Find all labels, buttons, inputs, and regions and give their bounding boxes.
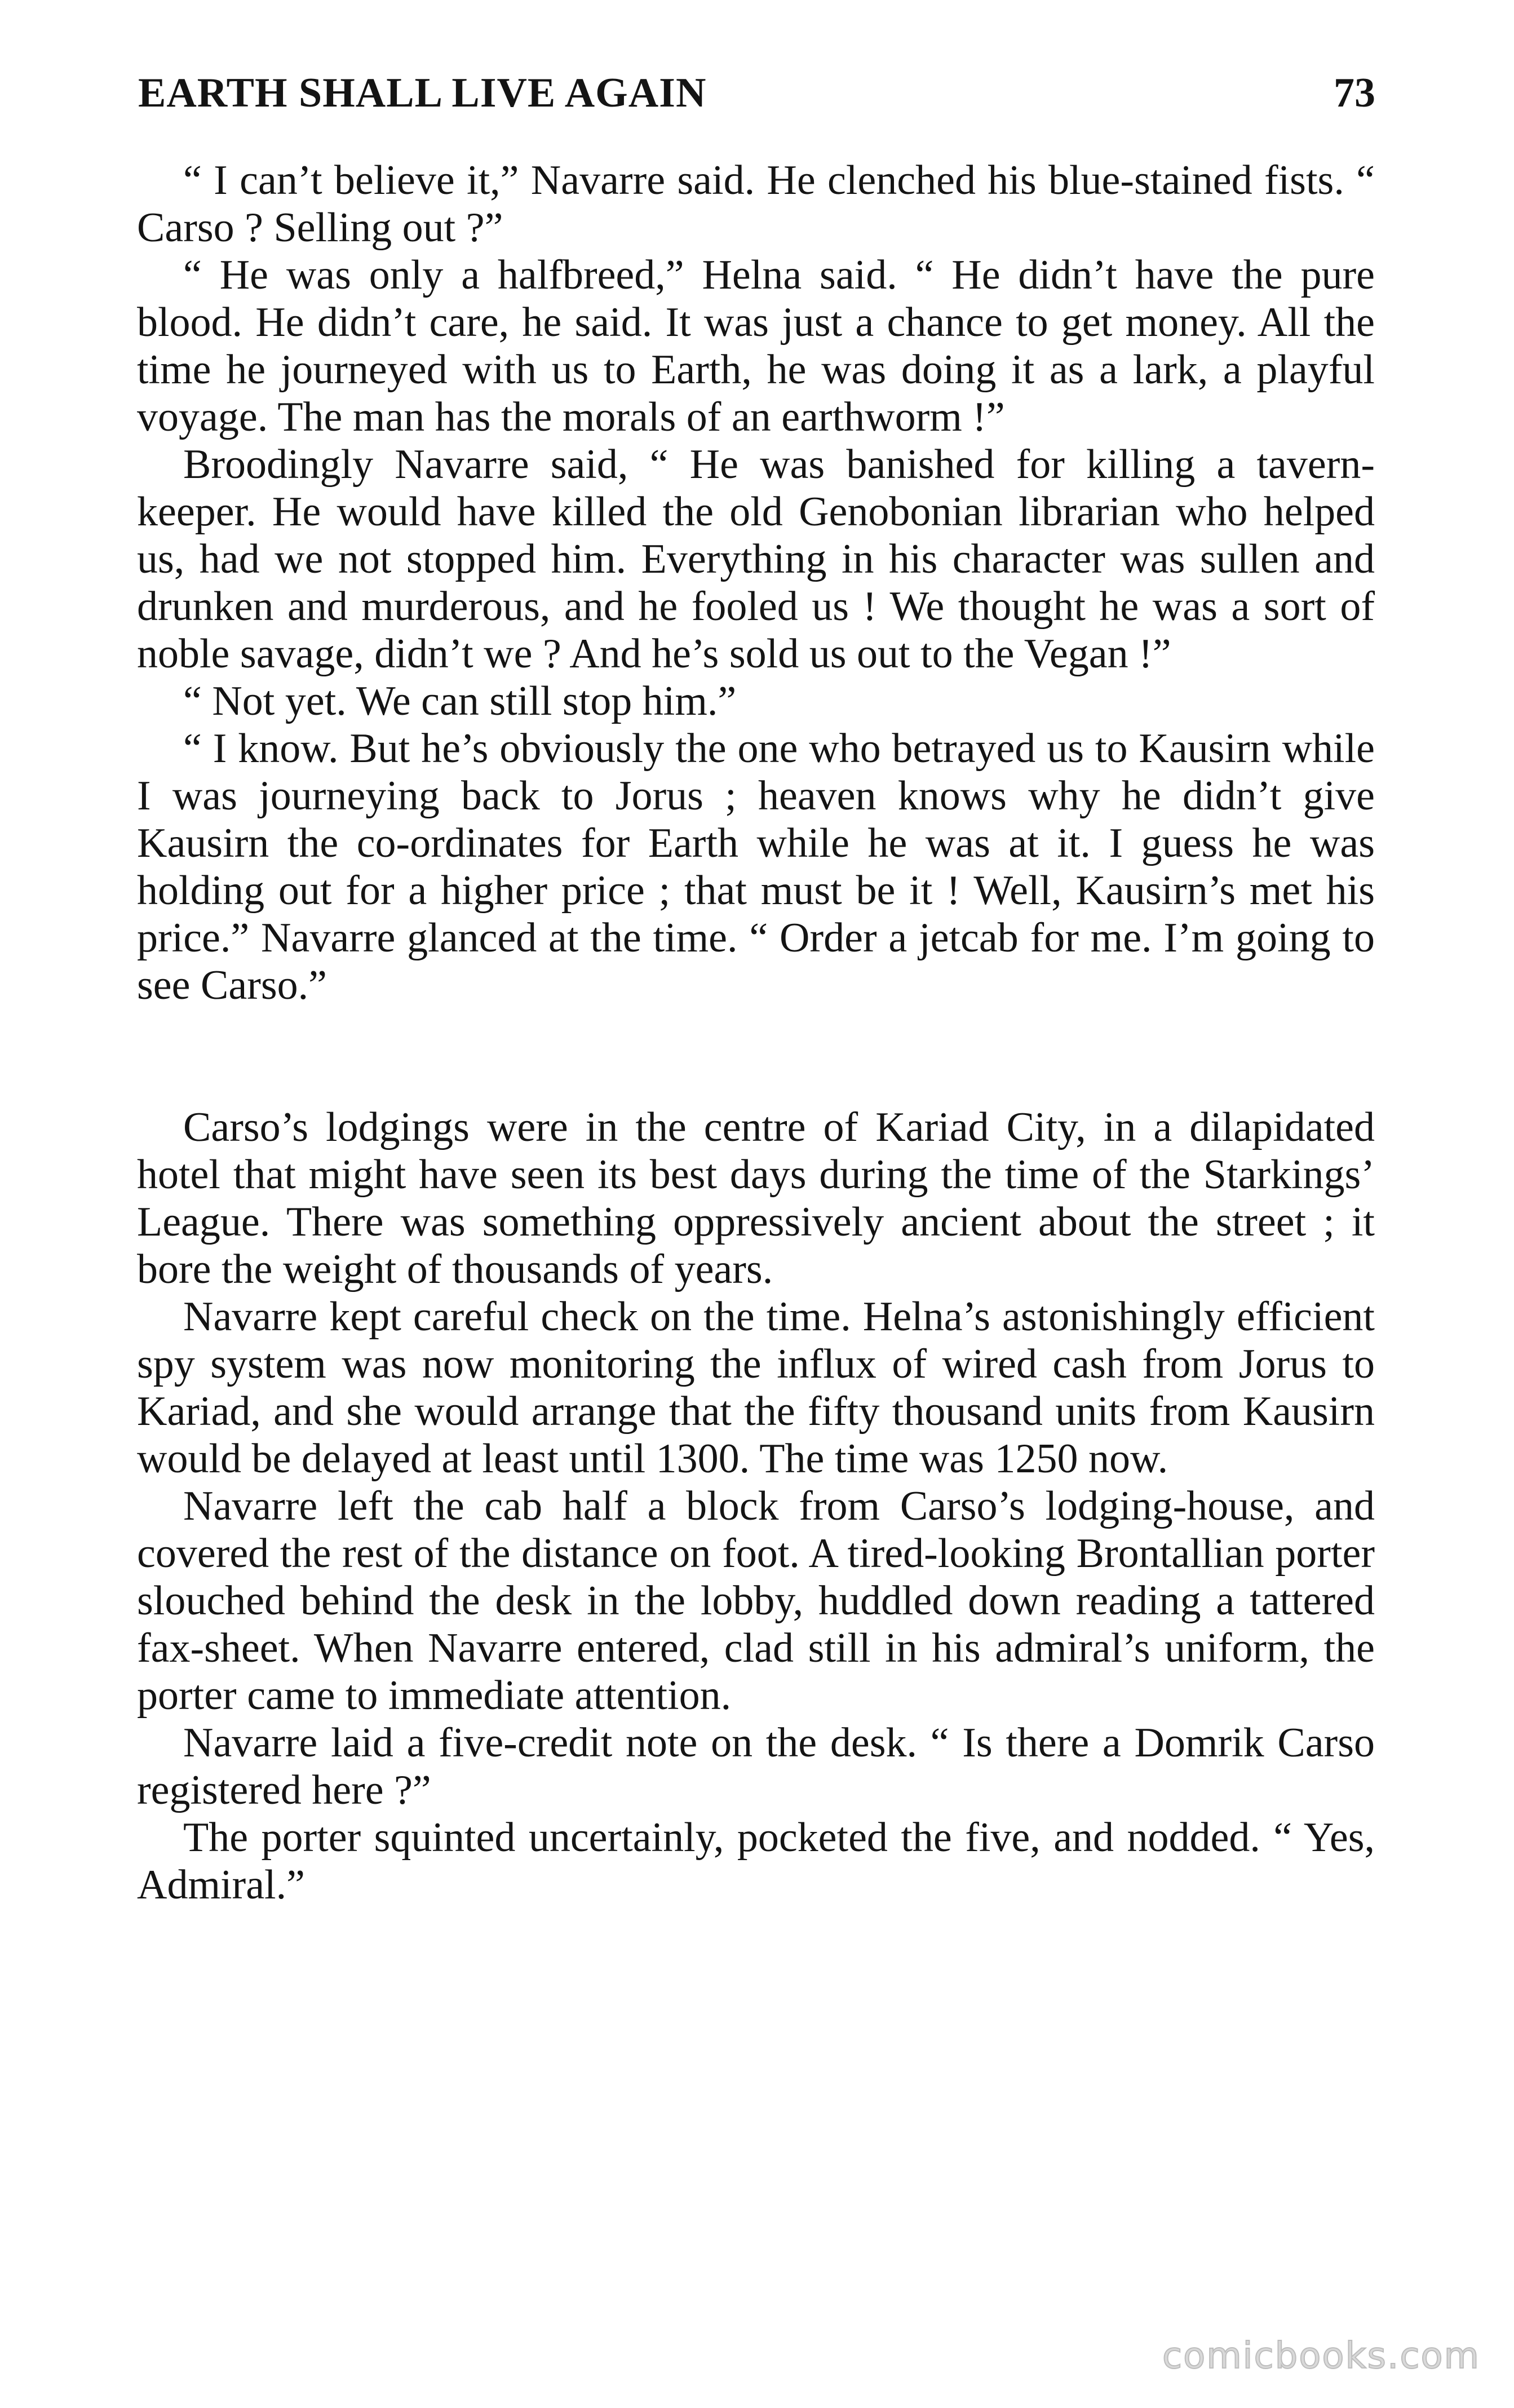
- paragraph: Navarre kept careful check on the time. Helna’s astonishingly efficient spy system was now monitoring the influx of wired cash from Jorus to Kariad, and she would arrange that the fifty thousand units from Kausirn would be delayed at least until 1300. The time was 1250 now.: [137, 1294, 1375, 1482]
- page-number: 73: [1334, 70, 1375, 116]
- paragraph: Navarre laid a five-credit note on the desk. “ Is there a Domrik Carso registered here ?”: [137, 1720, 1375, 1813]
- body-text: [137, 157, 1375, 1909]
- paragraph: Carso’s lodgings were in the centre of Kariad City, in a dilapidated hotel that might have seen its best days during the time of the Starkings’ League. There was something oppressively ancient about the street ; it bore the weight of thousands of years.: [137, 1104, 1375, 1292]
- paragraph: “ I know. But he’s obviously the one who betrayed us to Kausirn while I was journeying back to Jorus ; heaven knows why he didn’t give Kausirn the co-ordinates for Earth while he was at it. I guess he was holding out for a higher price ; that must be it ! Well, Kausirn’s met his price.” Navarre glanced at the time. “ Order a jetcab for me. I’m going to see Carso.”: [137, 725, 1375, 1008]
- running-head: EARTH SHALL LIVE AGAIN: [138, 70, 707, 116]
- watermark: comicbooks.com: [1162, 2335, 1480, 2377]
- paragraph: “ He was only a halfbreed,” Helna said. “ He didn’t have the pure blood. He didn’t care, he said. It was just a chance to get money. All the time he journeyed with us to Earth, he was doing it as a lark, a playful voyage. The man has the morals of an earthworm !”: [137, 252, 1375, 440]
- section-break: [137, 1009, 1375, 1104]
- paragraph: “ I can’t believe it,” Navarre said. He clenched his blue-stained fists. “ Carso ? Selling out ?”: [137, 157, 1375, 251]
- paragraph: Navarre left the cab half a block from Carso’s lodging-house, and covered the rest of the distance on foot. A tired-looking Brontallian porter slouched behind the desk in the lobby, huddled down reading a tattered fax-sheet. When Navarre entered, clad still in his admiral’s uniform, the porter came to immediate attention.: [137, 1483, 1375, 1719]
- paragraph: The porter squinted uncertainly, pocketed the five, and nodded. “ Yes, Admiral.”: [137, 1814, 1375, 1908]
- paragraph: Broodingly Navarre said, “ He was banished for killing a tavern-keeper. He would have killed the old Genobonian librarian who helped us, had we not stopped him. Everything in his character was sullen and drunken and murderous, and he fooled us ! We thought he was a sort of noble savage, didn’t we ? And he’s sold us out to the Vegan !”: [137, 441, 1375, 677]
- page-header: [138, 62, 1375, 124]
- paragraph: “ Not yet. We can still stop him.”: [183, 678, 737, 724]
